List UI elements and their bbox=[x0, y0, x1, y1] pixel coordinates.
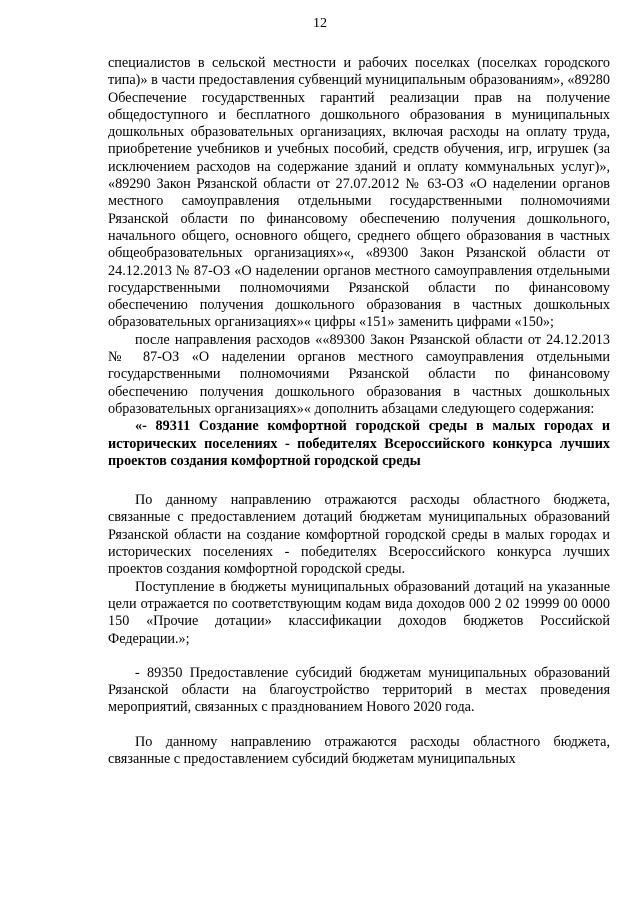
spacer bbox=[108, 648, 610, 665]
spacer bbox=[108, 470, 610, 492]
spacer bbox=[108, 717, 610, 734]
paragraph-description-89350: По данному направлению отражаются расходы областного бюджета, связанные с предоставлением субсидий бюджетам муниципальных bbox=[108, 733, 610, 767]
paragraph-continuation: специалистов в сельской местности и рабочих поселках (поселках городского типа)» в части предоставления субвенций муниципальным образованиям», «89280 Обеспечение государственных гарантий реализации прав на получение общедоступного и бесплатного дошкольного образования в муниципальных дошкольных образовательных организациях, включая расходы на оплату труда, приобретение учебников и учебных пособий, средств обучения, игр, игрушек (за исключением расходов на содержание зданий и оплату коммунальных услуг)», «89290 Закон Рязанской области от 27.07.2012 № 63-ОЗ «О наделении органов местного самоуправления отдельными государственными полномочиями Рязанской области по финансовому обеспечению получения дошкольного, начального общего, основного общего, среднего общего образования в частных общеобразовательных организациях»«, «89300 Закон Рязанской области от 24.12.2013 № 87-ОЗ «О наделении органов местного самоуправления отдельными государственными полномочиями Рязанской области по финансовому обеспечению получения дошкольного образования в частных дошкольных образовательных организациях»« цифры «151» заменить цифрами «150»; bbox=[108, 55, 610, 331]
paragraph-after-direction: после направления расходов ««89300 Закон Рязанской области от 24.12.2013 № 87-ОЗ «О наделении органов местного самоуправления отдельными государственными полномочиями Рязанской области по финансовому обеспечению получения дошкольного образования в частных дошкольных образовательных организациях»« дополнить абзацами следующего содержания: bbox=[108, 331, 610, 417]
paragraph-revenue-note: Поступление в бюджеты муниципальных образований дотаций на указанные цели отражается по соответствующим кодам вида доходов 000 2 02 19999 00 0000 150 «Прочие дотации» классификации доходов бюджетов Российской Федерации.»; bbox=[108, 578, 610, 647]
document-body bbox=[108, 55, 610, 768]
paragraph-description-89311: По данному направлению отражаются расходы областного бюджета, связанные с предоставлением дотаций бюджетам муниципальных образований Рязанской области на создание комфортной городской среды в малых городах и исторических поселениях - победителях Всероссийского конкурса лучших проектов создания комфортной городской среды. bbox=[108, 492, 610, 578]
paragraph-item-89350: - 89350 Предоставление субсидий бюджетам муниципальных образований Рязанской области на благоустройство территорий в местах проведения мероприятий, связанных с празднованием Нового 2020 года. bbox=[108, 664, 610, 716]
page-number: 12 bbox=[313, 16, 327, 31]
paragraph-item-89311: «- 89311 Создание комфортной городской среды в малых городах и исторических поселениях - победителях Всероссийского конкурса лучших проектов создания комфортной городской среды bbox=[108, 418, 610, 469]
